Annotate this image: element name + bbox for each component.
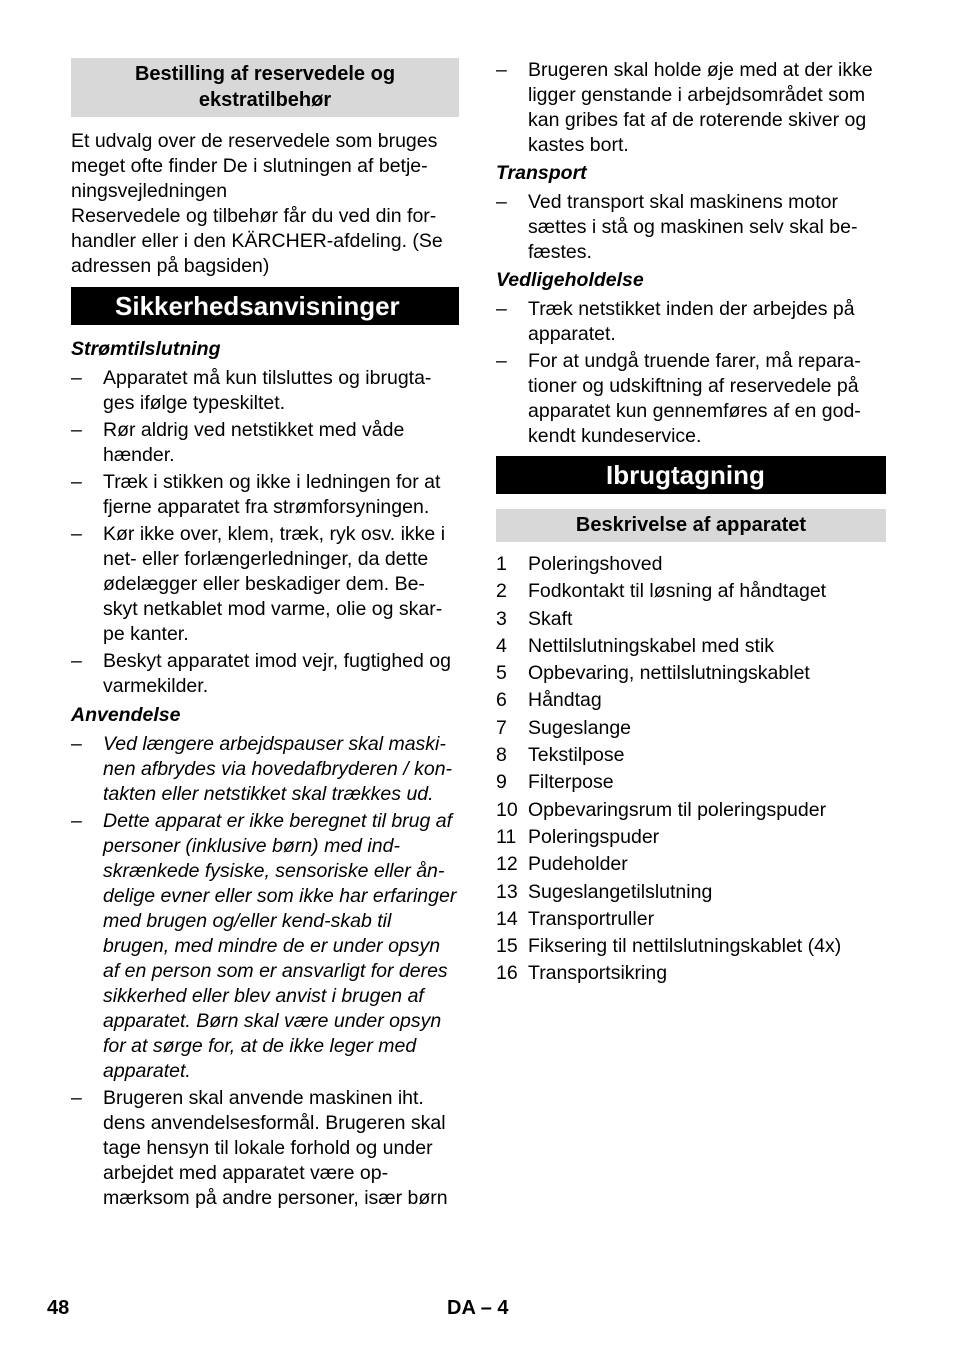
list-item: – Kør ikke over, klem, træk, ryk osv. ikke i net- eller forlængerledninger, da dette ødelægger eller beskadiger dem. Be-skyt netkablet mod varme, olie og skar-pe kanter. [71,523,446,645]
order-text [71,129,459,279]
order-paragraph-2: Reservedele og tilbehør får du ved din for-handler eller i den KÄRCHER-afdeling. (Se adressen på bagsiden) [71,205,443,277]
list-item: – Brugeren skal anvende maskinen iht. dens anvendelsesformål. Brugeren skal tage hensyn til lokale forhold og under arbejdet med apparatet være op-mærksom på andre personer, især børn [71,1087,448,1209]
list-item: 2 Fodkontakt til løsning af håndtaget [496,580,827,603]
list-item: – For at undgå truende farer, må repara-tioner og udskiftning af reservedele på apparatet kun gennemføres af en god-kendt kundeservice. [496,350,861,447]
power-list [71,366,459,699]
description-heading: Beskrivelse af apparatet [496,509,886,542]
list-item: 10 Opbevaringsrum til poleringspuder [496,798,827,821]
maintenance-heading: Vedligeholdelse [496,269,644,291]
language-page-label: DA – 4 [447,1297,509,1319]
list-item: 5 Opbevaring, nettilslutningskablet [496,662,810,685]
list-item: – Dette apparat er ikke beregnet til brug af personer (inklusive børn) med ind-skrænkede fysiske, sensoriske eller ån-delige evner eller som ikke har erfaringer med brugen og/eller kend-skab til brugen, med mindre de er under opsyn af en person som er ansvarligt for deres sikkerhed eller blev anvist i brugen af apparatet. Børn skal være under opsyn for at sørge for, at de ikke leger med apparatet. [71,810,457,1082]
page-number: 48 [47,1297,70,1319]
list-item: – Ved transport skal maskinens motor sættes i stå og maskinen selv skal be-fæstes. [496,191,858,263]
safety-heading: Sikkerhedsanvisninger [71,287,459,325]
order-heading: Bestilling af reservedele og ekstratilbehør [71,58,459,117]
use-list-continued [496,58,886,158]
list-item: 13 Sugeslangetilslutning [496,880,713,903]
list-item: 9 Filterpose [496,771,614,794]
list-item: – Træk netstikket inden der arbejdes på apparatet. [496,298,855,345]
list-item: 4 Nettilslutningskabel med stik [496,634,775,657]
maintenance-list [496,297,886,449]
list-item: 8 Tekstilpose [496,744,625,767]
list-item: 15 Fiksering til nettilslutningskablet (4x) [496,935,842,958]
use-list-italic [71,732,459,1084]
transport-heading: Transport [496,162,587,184]
list-item: – Rør aldrig ved netstikket med våde hænder. [71,419,405,466]
transport-list [496,190,886,265]
list-item: 3 Skaft [496,607,573,630]
list-item: 6 Håndtag [496,689,602,712]
right-column [496,58,886,989]
left-column [71,58,459,1213]
list-item: 12 Pudeholder [496,853,628,876]
list-item: – Brugeren skal holde øje med at der ikke ligger genstande i arbejdsområdet som kan gribes fat af de roterende skiver og kastes bort. [496,59,873,156]
list-item: – Apparatet må kun tilsluttes og ibrugta-ges ifølge typeskiltet. [71,367,432,414]
list-item: – Beskyt apparatet imod vejr, fugtighed og varmekilder. [71,650,451,697]
power-heading: Strømtilslutning [71,338,221,360]
parts-list [496,552,886,986]
order-paragraph-1: Et udvalg over de reservedele som bruges meget ofte finder De i slutningen af betje-ningsvejledningen [71,130,438,202]
startup-heading: Ibrugtagning [496,456,886,494]
list-item: – Ved længere arbejdspauser skal maski-nen afbrydes via hovedafbryderen / kon-takten eller netstikket skal trækkes ud. [71,733,453,805]
list-item: 16 Transportsikring [496,962,668,985]
list-item: 11 Poleringspuder [496,825,660,848]
use-heading: Anvendelse [71,704,181,726]
list-item: 14 Transportruller [496,907,655,930]
use-list [71,1086,459,1211]
list-item: 1 Poleringshoved [496,553,663,575]
list-item: – Træk i stikken og ikke i ledningen for at fjerne apparatet fra strømforsyningen. [71,471,441,518]
list-item: 7 Sugeslange [496,716,632,739]
